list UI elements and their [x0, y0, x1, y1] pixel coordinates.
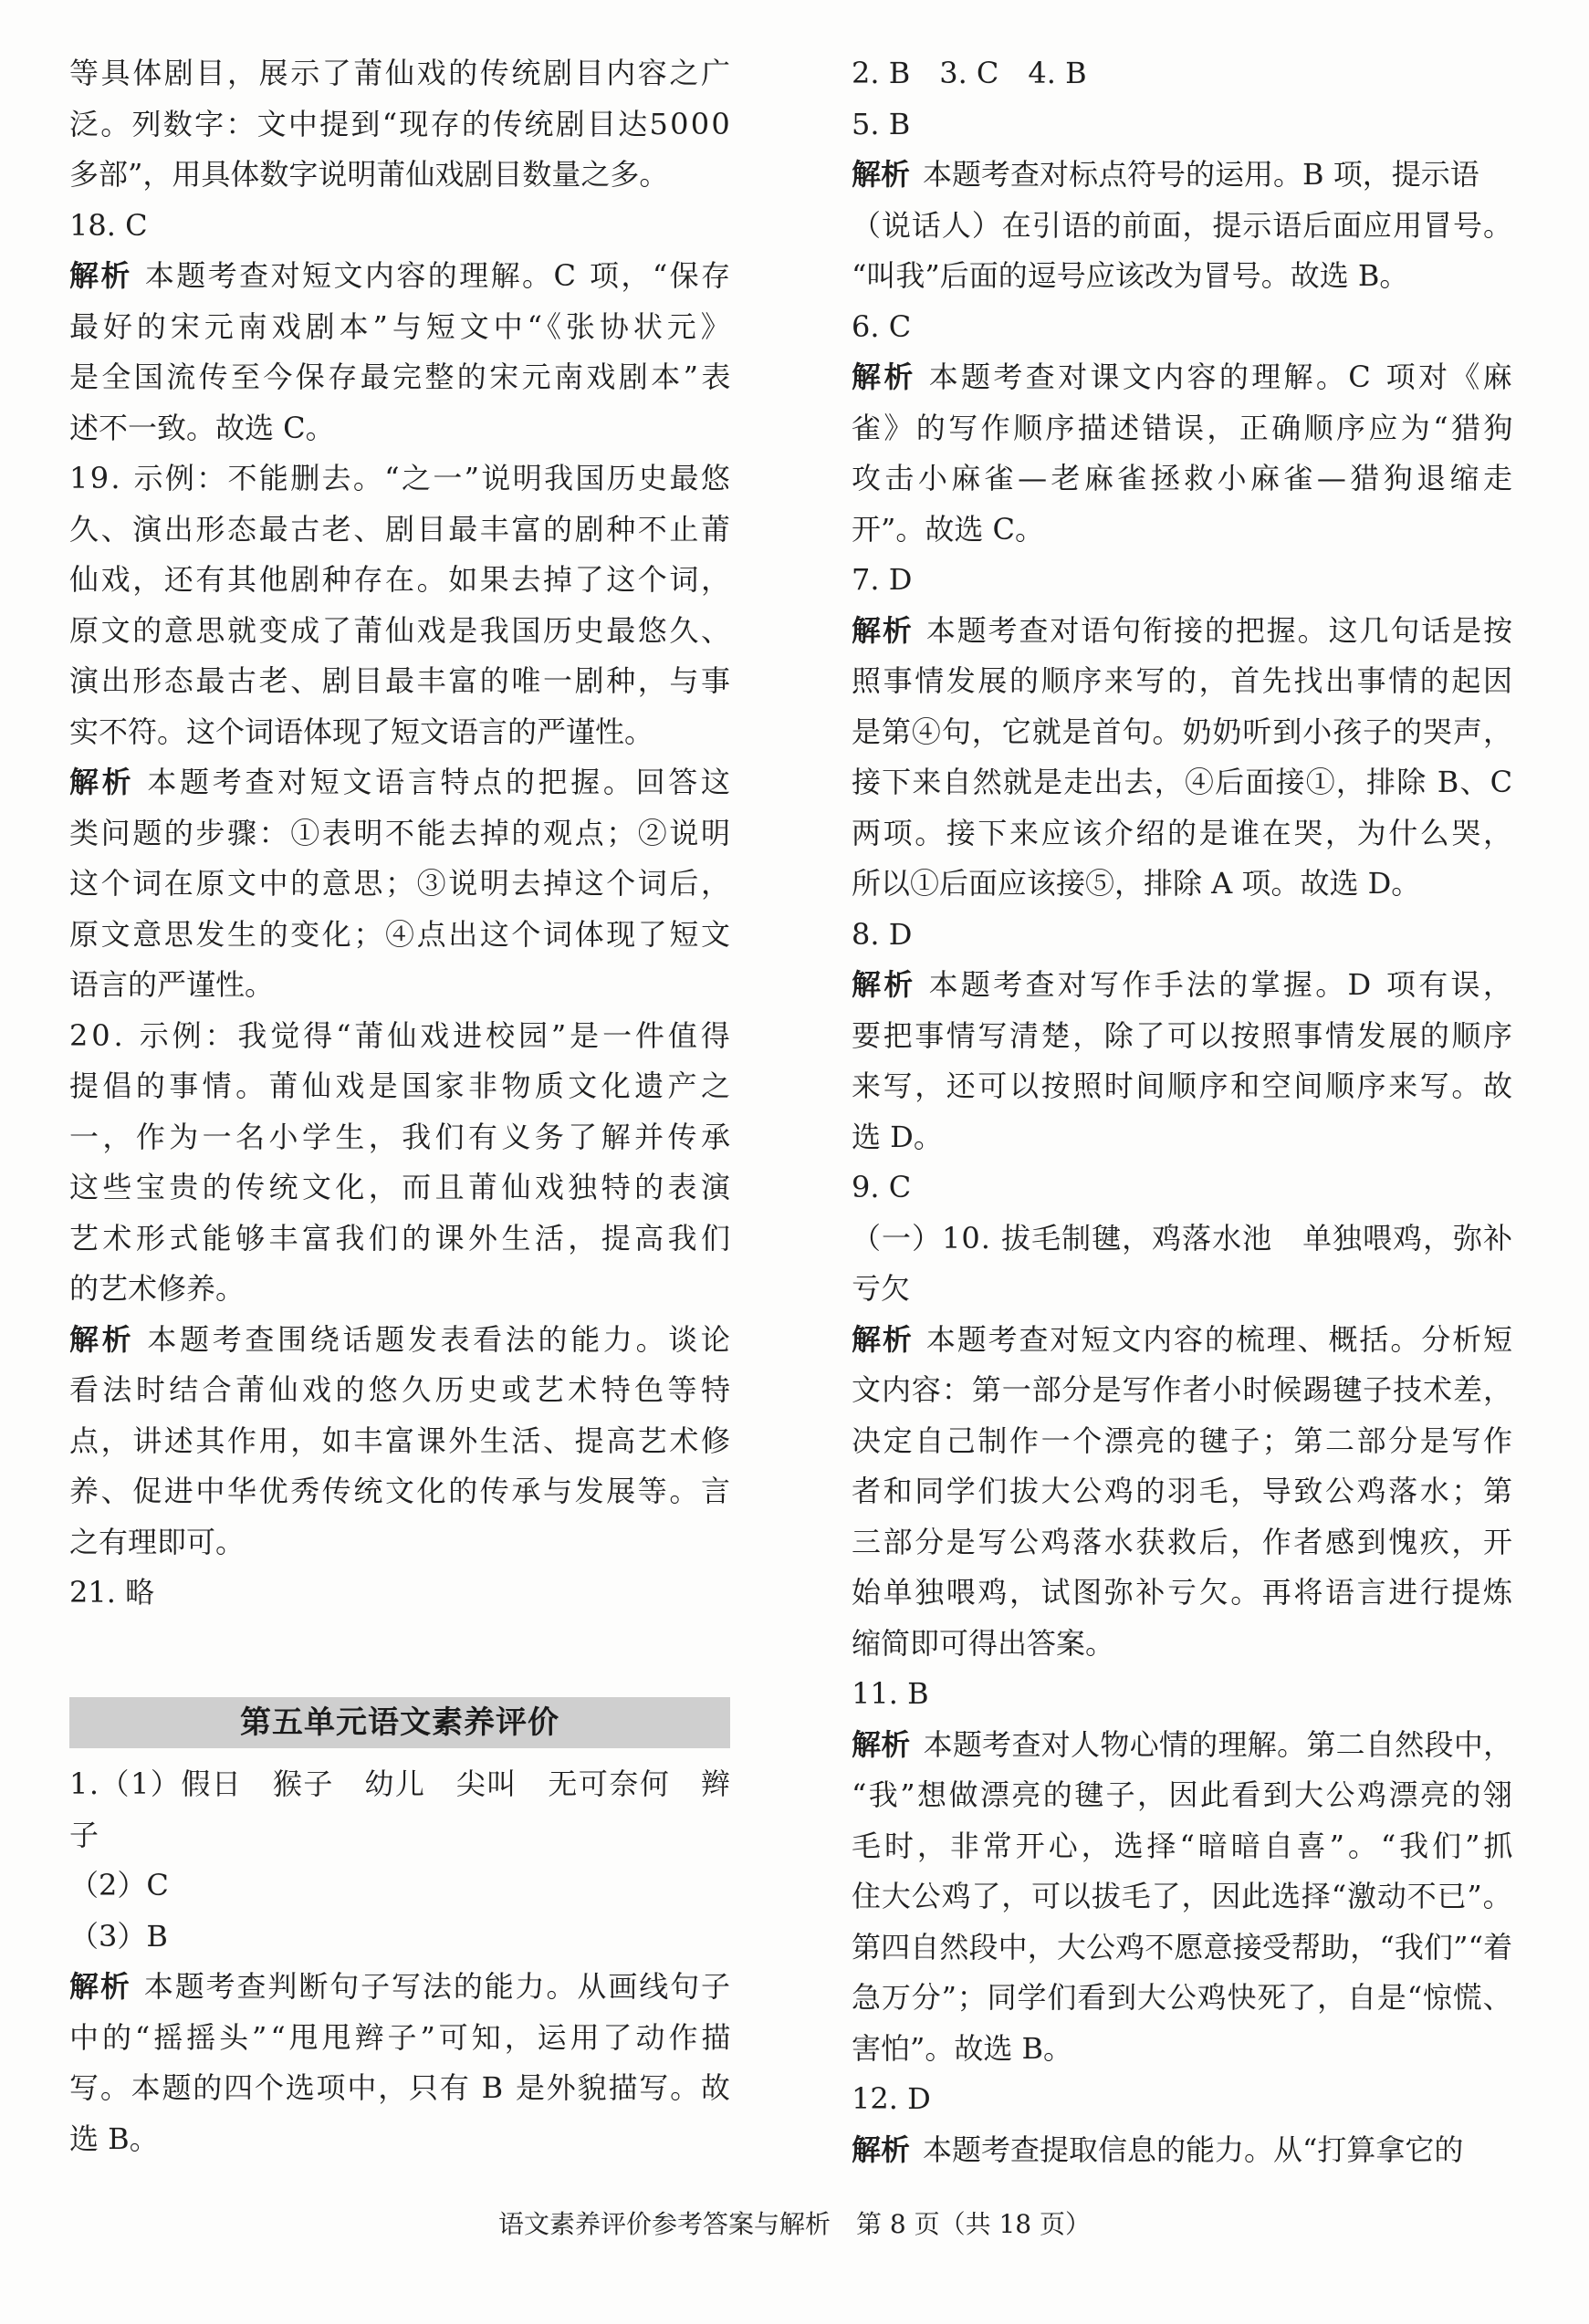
analysis-label: 解析 [69, 1969, 131, 2004]
text-line [69, 359, 734, 395]
text-line [69, 207, 148, 244]
line-text: 20. 示例：我觉得“莆仙戏进校园”是一件值得 [69, 1017, 734, 1053]
text-line [69, 714, 653, 750]
line-text: 艺术形式能够丰富我们的课外生活，提高我们 [69, 1220, 735, 1256]
line-text: 本题考查对人物心情的理解。第二自然段中， [923, 1726, 1513, 1762]
text-line [69, 1017, 734, 1054]
text-line [852, 916, 912, 953]
line-text: 决定自己制作一个漂亮的毽子；第二部分是写作 [852, 1423, 1515, 1458]
text-line [852, 966, 1515, 1003]
text-line [69, 815, 733, 851]
text-line [852, 714, 1513, 750]
line-text: 三部分是写公鸡落水获救后，作者感到愧疚，开 [852, 1524, 1515, 1559]
text-line [69, 55, 733, 91]
text-line [852, 55, 1087, 91]
line-text: 者和同学们拔大公鸡的羽毛，导致公鸡落水；第 [852, 1474, 1515, 1508]
text-line [852, 1220, 1513, 1256]
text-line [69, 410, 335, 446]
text-line [852, 156, 1479, 193]
line-text: 是第④句，它就是首句。奶奶听到小孩子的哭声， [852, 714, 1513, 749]
text-line [852, 1321, 1514, 1358]
line-text: 18. C [69, 207, 148, 243]
unit-title: 第五单元语文素养评价 [240, 1704, 559, 1741]
line-text: 是全国流传至今保存最完整的宋元南戏剧本”表 [69, 360, 734, 394]
line-text: 写。本题的四个选项中，只有 B 是外貌描写。故 [69, 2070, 732, 2105]
text-line [69, 511, 733, 547]
line-text: 之有理即可。 [69, 1524, 246, 1559]
line-text: 本题考查提取信息的能力。从“打算拿它的 [923, 2131, 1464, 2167]
line-text: 这些宝贵的传统文化，而且莆仙戏独特的表演 [69, 1170, 735, 1204]
text-line [69, 1220, 734, 1256]
text-line [852, 561, 912, 598]
analysis-label: 解析 [852, 967, 916, 1002]
analysis-label: 解析 [69, 765, 135, 799]
text-line [69, 1068, 734, 1104]
analysis-label: 解析 [69, 1321, 135, 1357]
text-line [69, 1574, 154, 1610]
line-text: 点，讲述其作用，如丰富课外生活、提高艺术修 [69, 1423, 733, 1458]
text-line [69, 460, 732, 496]
line-text: 等具体剧目，展示了莆仙戏的传统剧目内容之广 [69, 56, 733, 90]
line-text: 12. D [852, 2081, 931, 2116]
line-text: （说话人）在引语的前面，提示语后面应用冒号。 [852, 207, 1513, 243]
line-text: 9. C [852, 1170, 912, 1204]
line-text: 看法时结合莆仙戏的悠久历史或艺术特色等特 [69, 1372, 735, 1407]
text-line [852, 1371, 1513, 1408]
text-line [69, 1270, 245, 1307]
line-text: 所以①后面应该接⑤，排除 A 项。故选 D。 [852, 866, 1421, 901]
text-line [852, 1574, 1515, 1610]
text-line [69, 2019, 734, 2056]
text-line [852, 1726, 1512, 1763]
text-line [852, 2080, 931, 2117]
line-text: 毛时，非常开心，选择“暗暗自喜”。“我们”抓 [852, 1828, 1517, 1863]
line-text: 本题考查对标点符号的运用。B 项，提示语 [923, 157, 1479, 192]
line-text: 1.（1）假日 猴子 幼儿 尖叫 无可奈何 辫 [69, 1766, 732, 1801]
text-line [69, 257, 733, 294]
line-text: 本题考查对短文语言特点的把握。回答这 [147, 765, 734, 799]
line-text: 演出形态最古老、剧目最丰富的唯一剧种，与事 [69, 663, 733, 698]
line-text: 多部”，用具体数字说明莆仙戏剧目数量之多。 [69, 157, 669, 192]
line-text: 久、演出形态最古老、剧目最丰富的剧种不止莆 [69, 511, 733, 547]
line-text: （3）B [69, 1918, 168, 1954]
line-text: 选 B。 [69, 2121, 159, 2156]
line-text: “我”想做漂亮的毽子，因此看到大公鸡漂亮的翎 [852, 1777, 1515, 1812]
line-text: 7. D [852, 562, 913, 597]
text-line [852, 410, 1516, 446]
text-line [69, 1817, 99, 1853]
text-line [69, 1371, 734, 1408]
text-line [852, 1828, 1516, 1864]
line-text: 第四自然段中，大公鸡不愿意接受帮助，“我们”“着 [852, 1929, 1513, 1964]
line-text: 养、促进中华优秀传统文化的传承与发展等。言 [69, 1474, 733, 1508]
text-line [69, 1867, 169, 1903]
text-line [852, 2131, 1463, 2168]
text-line [852, 865, 1420, 901]
line-text: 5. B [852, 106, 911, 141]
text-line [852, 612, 1514, 649]
analysis-label: 解析 [852, 1321, 914, 1357]
line-text: 两项。接下来应该介绍的是谁在哭，为什么哭， [852, 815, 1515, 850]
text-line [852, 662, 1515, 699]
text-line [69, 966, 274, 1003]
line-text: 本题考查对短文内容的梳理、概括。分析短 [925, 1321, 1514, 1357]
text-line [852, 1524, 1515, 1560]
line-text: 这个词在原文中的意思；③说明去掉这个词后， [69, 866, 733, 901]
line-text: 19. 示例：不能删去。“之一”说明我国历史最悠 [69, 461, 733, 495]
line-text: 本题考查对写作手法的掌握。D 项有误， [928, 967, 1516, 1002]
text-line [852, 1929, 1512, 1965]
text-line [69, 156, 668, 193]
text-line [852, 1777, 1514, 1813]
text-line [852, 1423, 1515, 1459]
line-text: 来写，还可以按照时间顺序和空间顺序来写。故 [852, 1068, 1515, 1103]
text-line [852, 1878, 1513, 1914]
line-text: 一，作为一名小学生，我们有义务了解并传承 [69, 1119, 735, 1154]
line-text: 害怕”。故选 B。 [852, 2030, 1073, 2066]
text-line [69, 1423, 733, 1459]
line-text: （一）10. 拔毛制毽，鸡落水池 单独喂鸡，弥补 [852, 1220, 1514, 1256]
line-text: 泛。列数字：文中提到“现存的传统剧目达5000 [69, 106, 733, 141]
analysis-label: 解析 [852, 2131, 911, 2167]
line-text: 2. B 3. C 4. B [852, 56, 1087, 90]
line-text: 的艺术修养。 [69, 1271, 246, 1306]
text-line [69, 1968, 732, 2005]
text-line [69, 1169, 734, 1205]
text-line [852, 764, 1513, 800]
text-line [852, 1473, 1515, 1509]
line-text: 本题考查围绕话题发表看法的能力。谈论 [147, 1321, 734, 1357]
analysis-label: 解析 [852, 360, 916, 394]
line-text: 要把事情写清楚，除了可以按照事情发展的顺序 [852, 1017, 1515, 1053]
line-text: 中的“摇摇头”“甩甩辫子”可知，运用了动作描 [69, 2019, 735, 2055]
text-line [852, 1169, 911, 1205]
line-text: 开”。故选 C。 [852, 511, 1045, 547]
text-line [852, 511, 1044, 547]
line-text: 最好的宋元南戏剧本”与短文中“《张协状元》 [69, 308, 735, 344]
text-line [69, 1321, 734, 1358]
text-line [852, 2030, 1072, 2067]
text-line [852, 257, 1408, 294]
text-line [69, 662, 733, 699]
line-text: 21. 略 [69, 1575, 155, 1610]
text-line [69, 764, 734, 800]
line-text: 8. D [852, 916, 913, 952]
text-line [852, 1270, 910, 1307]
line-text: 急万分”；同学们看到大公鸡快死了，自是“惊慌、 [852, 1980, 1513, 2015]
line-text: 攻击小麻雀—老麻雀拯救小麻雀—猎狗退缩走 [852, 461, 1517, 495]
text-line [69, 1524, 245, 1560]
line-text: 接下来自然就是走出去，④后面接①，排除 B、C [852, 765, 1514, 799]
line-text: 始单独喂鸡，试图弥补亏欠。再将语言进行提炼 [852, 1575, 1515, 1610]
line-text: 仙戏，还有其他剧种存在。如果去掉了这个词， [69, 562, 733, 597]
line-text: 亏欠 [852, 1271, 911, 1306]
text-line [852, 1017, 1515, 1054]
text-line [852, 207, 1513, 244]
line-text: 11. B [852, 1676, 929, 1711]
text-line [852, 308, 911, 345]
text-line [852, 1068, 1515, 1104]
text-line [69, 106, 732, 142]
text-line [69, 1119, 734, 1155]
text-line [69, 865, 733, 901]
line-text: 文内容：第一部分是写作者小时候踢毽子技术差， [852, 1372, 1513, 1407]
unit-section-header [69, 1697, 730, 1748]
text-line [69, 916, 733, 953]
text-line [852, 1625, 1114, 1662]
analysis-label: 解析 [852, 157, 911, 192]
line-text: 原文意思发生的变化；④点出这个词体现了短文 [69, 916, 733, 952]
line-text: 原文的意思就变成了莆仙戏是我国历史最悠久、 [69, 612, 733, 648]
analysis-label: 解析 [69, 258, 132, 293]
line-text: 缩简即可得出答案。 [852, 1625, 1115, 1661]
line-text: 选 D。 [852, 1119, 943, 1154]
analysis-label: 解析 [852, 612, 914, 648]
text-line [852, 359, 1515, 395]
text-line [852, 815, 1515, 851]
text-line [852, 1979, 1513, 2016]
line-text: “叫我”后面的逗号应该改为冒号。故选 B。 [852, 258, 1409, 293]
line-text: 类问题的步骤：①表明不能去掉的观点；②说明 [69, 815, 733, 850]
line-text: 照事情发展的顺序来写的，首先找出事情的起因 [852, 663, 1515, 698]
text-line [852, 106, 910, 142]
line-text: 6. C [852, 308, 912, 344]
line-text: 实不符。这个词语体现了短文语言的严谨性。 [69, 714, 654, 749]
analysis-label: 解析 [852, 1726, 911, 1762]
line-text: 子 [69, 1817, 99, 1852]
text-line [69, 2069, 732, 2106]
line-text: 述不一致。故选 C。 [69, 410, 335, 445]
text-line [69, 1918, 168, 1954]
text-line [852, 460, 1516, 496]
line-text: 语言的严谨性。 [69, 967, 275, 1002]
line-text: 本题考查判断句子写法的能力。从画线句子 [143, 1969, 732, 2004]
text-line [852, 1119, 943, 1155]
line-text: 本题考查对短文内容的理解。C 项，“保存 [144, 258, 733, 293]
line-text: 本题考查对课文内容的理解。C 项对《麻 [928, 360, 1516, 394]
text-line [69, 2121, 159, 2157]
text-line [69, 561, 733, 598]
text-line [852, 1675, 929, 1712]
text-line [69, 612, 733, 649]
text-line [69, 1473, 733, 1509]
line-text: 雀》的写作顺序描述错误，正确顺序应为“猎狗 [852, 410, 1516, 445]
text-line [69, 308, 735, 345]
line-text: （2）C [69, 1868, 169, 1902]
line-text: 提倡的事情。莆仙戏是国家非物质文化遗产之 [69, 1068, 735, 1103]
line-text: 住大公鸡了，可以拔毛了，因此选择“激动不已”。 [852, 1879, 1513, 1913]
text-line [69, 1766, 731, 1802]
line-text: 本题考查对语句衔接的把握。这几句话是按 [925, 612, 1514, 648]
page-footer: 语文素养评价参考答案与解析 第 8 页（共 18 页） [497, 2209, 1092, 2239]
